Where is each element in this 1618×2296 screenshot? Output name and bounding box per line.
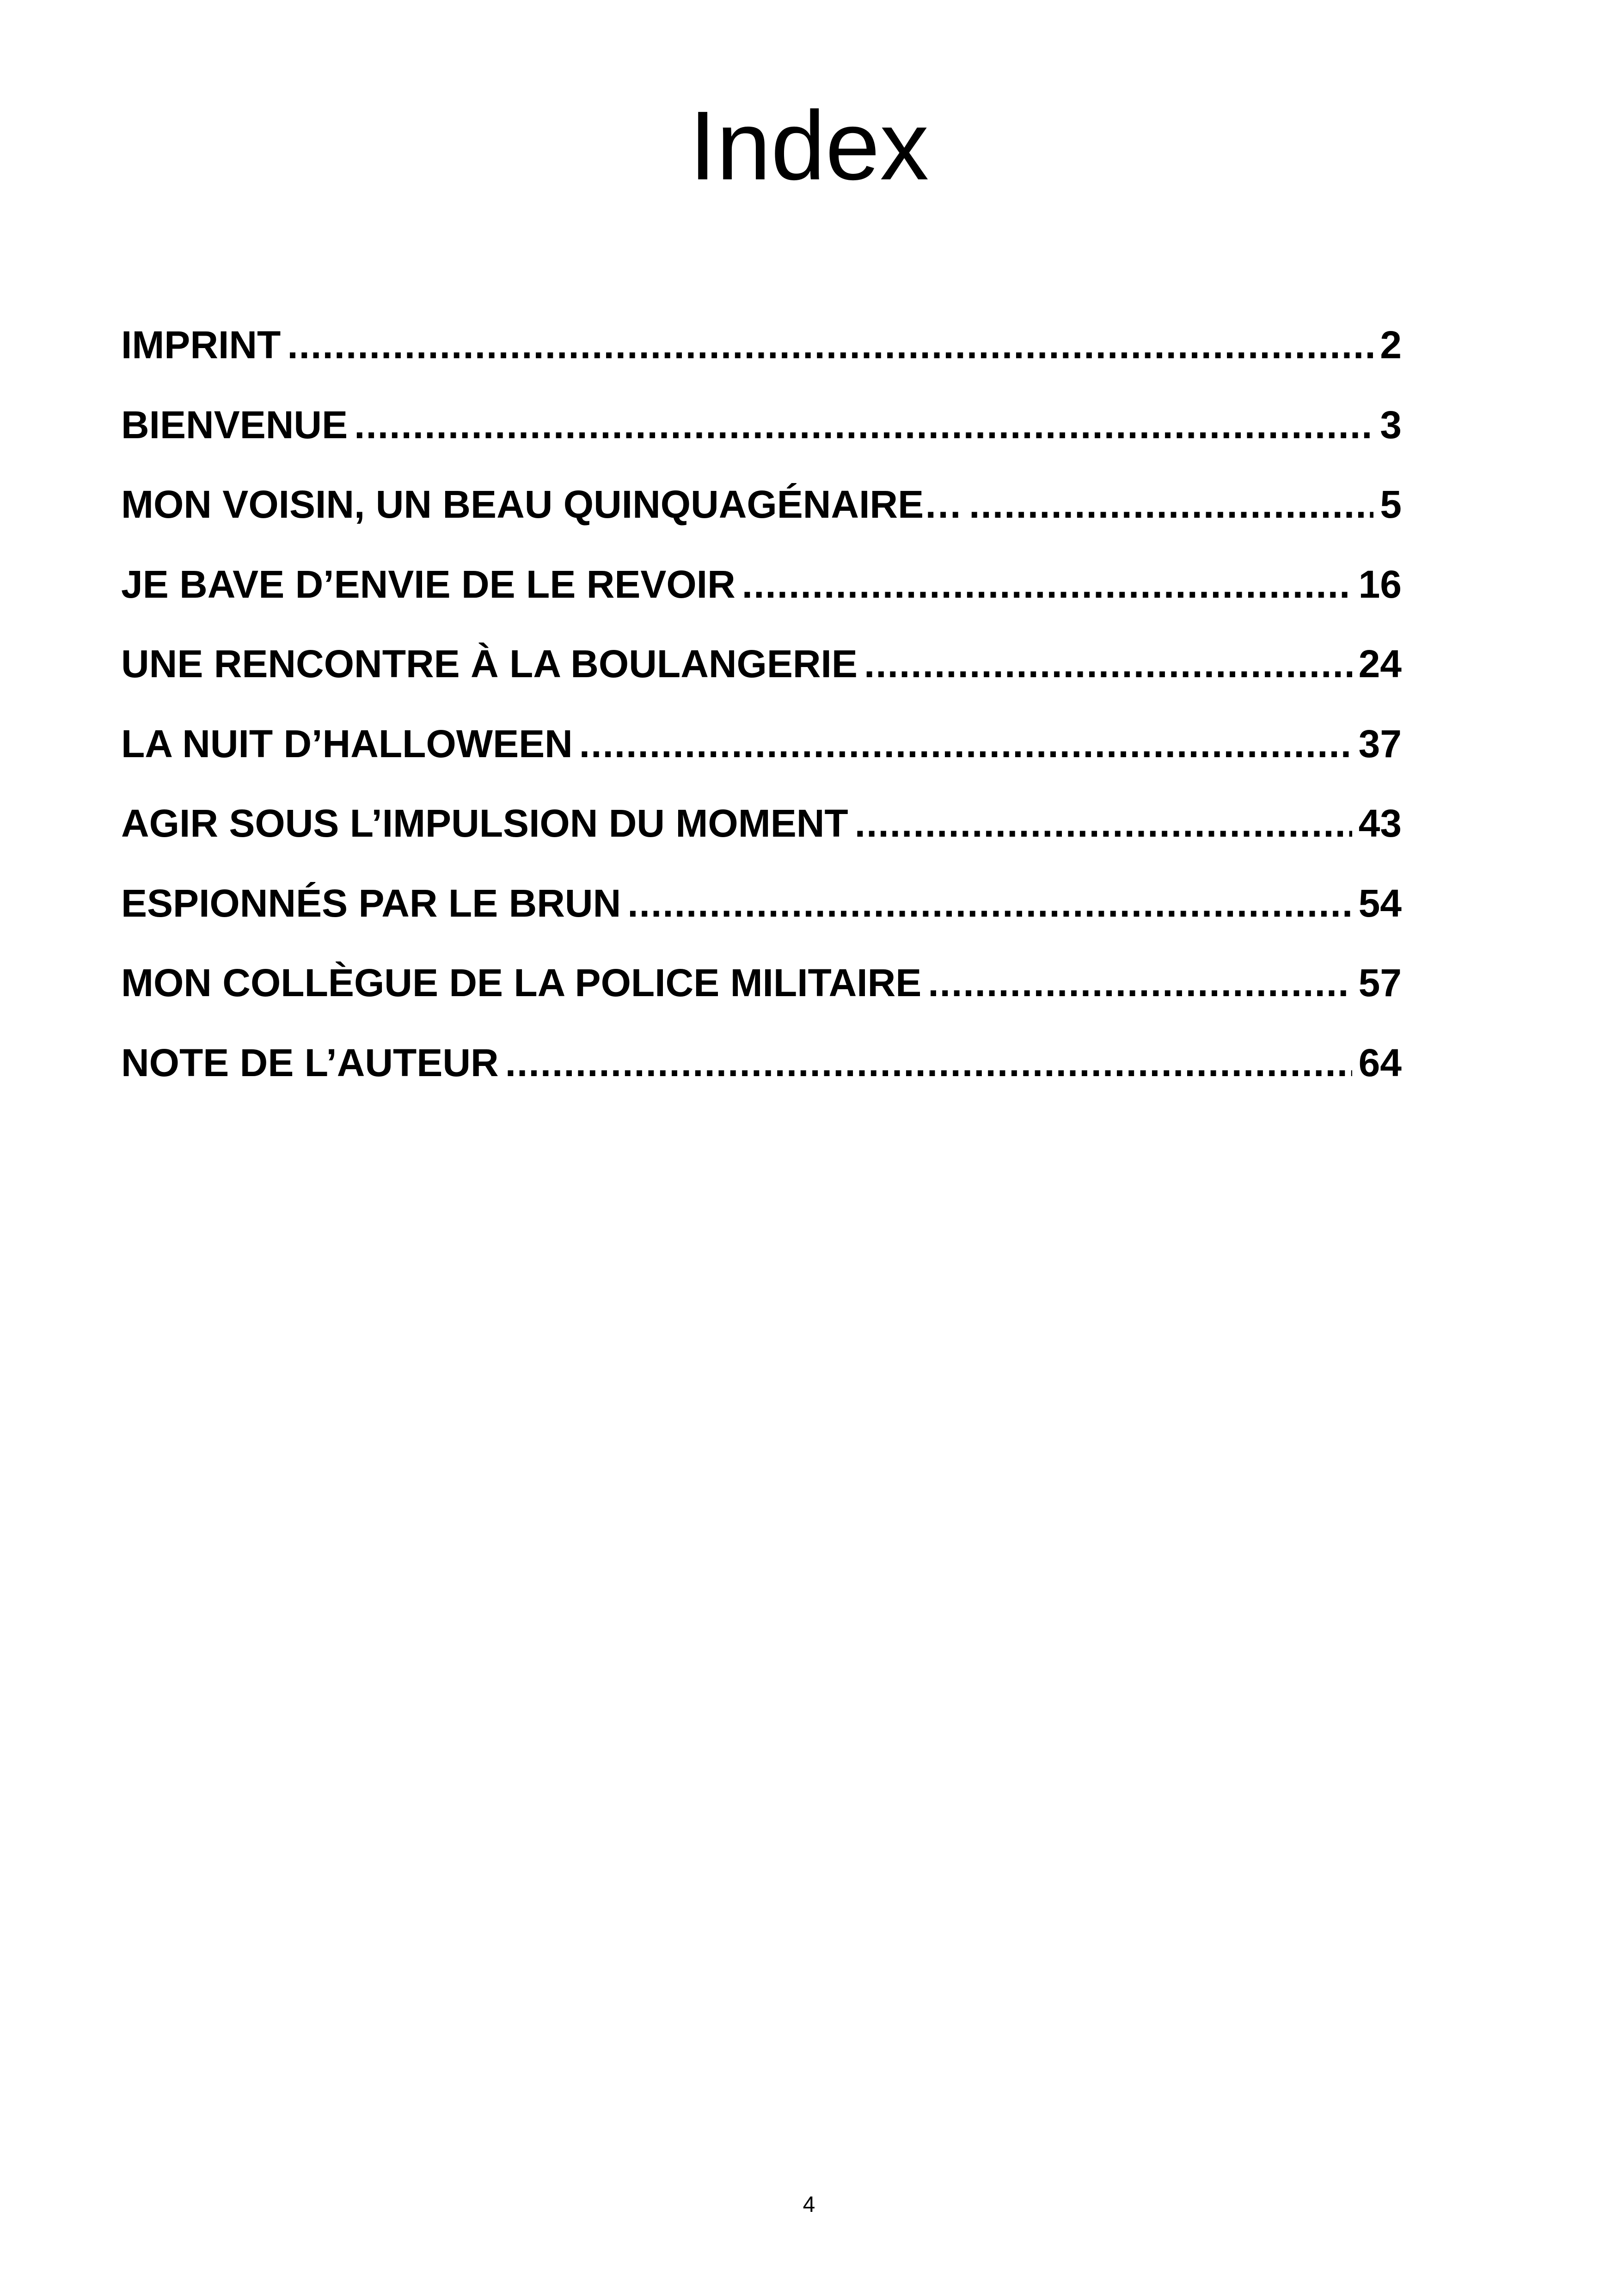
toc-entry[interactable] — [121, 1023, 1402, 1103]
toc-dot-leader — [864, 624, 1352, 704]
page-title: Index — [689, 91, 929, 200]
toc-dot-leader — [855, 784, 1352, 863]
toc-entry-title: MON VOISIN, UN BEAU QUINQUAGÉNAIRE… — [121, 483, 963, 526]
toc-dot-leader — [505, 1023, 1352, 1103]
toc-entry[interactable] — [121, 305, 1402, 385]
toc-dot-leader — [969, 465, 1373, 545]
toc-entry-page: 2 — [1380, 323, 1402, 367]
toc-entry[interactable] — [121, 704, 1402, 784]
toc-entry-page: 24 — [1358, 642, 1402, 686]
toc-entry-page: 3 — [1380, 403, 1402, 447]
toc-dot-leader — [627, 863, 1352, 943]
table-of-contents — [121, 305, 1402, 1102]
toc-entry-page: 37 — [1358, 722, 1402, 765]
toc-entry-title: BIENVENUE — [121, 403, 348, 447]
toc-entry-page: 16 — [1358, 562, 1402, 606]
toc-dot-leader — [354, 385, 1373, 465]
toc-dot-leader — [742, 545, 1352, 625]
toc-entry-page: 43 — [1358, 802, 1402, 845]
toc-entry-title: AGIR SOUS L’IMPULSION DU MOMENT — [121, 802, 848, 845]
toc-entry[interactable] — [121, 465, 1402, 545]
toc-dot-leader — [928, 943, 1352, 1023]
toc-entry[interactable] — [121, 624, 1402, 704]
toc-entry-title: LA NUIT D’HALLOWEEN — [121, 722, 573, 765]
toc-entry[interactable] — [121, 545, 1402, 625]
toc-entry-title: IMPRINT — [121, 323, 281, 367]
toc-entry-title: NOTE DE L’AUTEUR — [121, 1041, 499, 1084]
toc-entry-page: 64 — [1358, 1041, 1402, 1084]
toc-entry-page: 57 — [1358, 961, 1402, 1004]
toc-entry-title: MON COLLÈGUE DE LA POLICE MILITAIRE — [121, 961, 922, 1004]
toc-entry[interactable] — [121, 863, 1402, 943]
toc-entry[interactable] — [121, 385, 1402, 465]
toc-dot-leader — [579, 704, 1352, 784]
toc-entry-title: JE BAVE D’ENVIE DE LE REVOIR — [121, 562, 735, 606]
page-number: 4 — [803, 2192, 815, 2217]
toc-entry-page: 54 — [1358, 881, 1402, 925]
toc-dot-leader — [287, 305, 1373, 385]
toc-entry[interactable] — [121, 943, 1402, 1023]
toc-entry-title: ESPIONNÉS PAR LE BRUN — [121, 881, 621, 925]
toc-entry[interactable] — [121, 784, 1402, 863]
toc-entry-page: 5 — [1380, 483, 1402, 526]
toc-entry-title: UNE RENCONTRE À LA BOULANGERIE — [121, 642, 858, 686]
